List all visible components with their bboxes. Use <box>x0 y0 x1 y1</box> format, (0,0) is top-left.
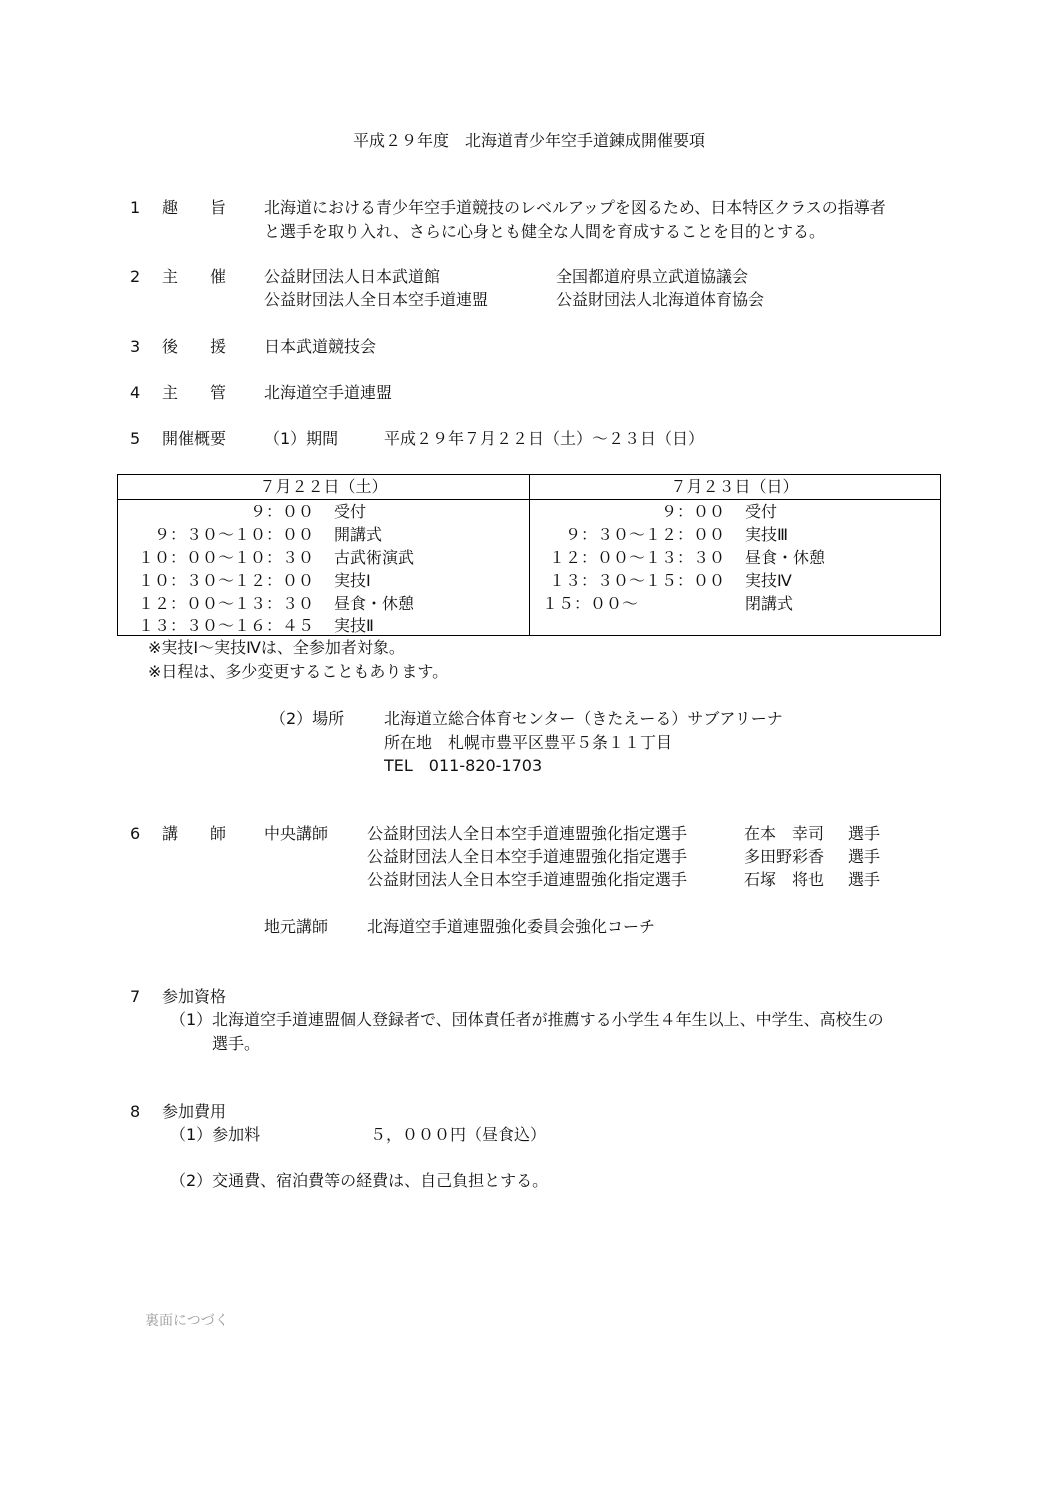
period-value: 平成２９年７月２２日（土）～２３日（日） <box>384 429 705 448</box>
other-costs: （2）交通費、宿泊費等の経費は、自己負担とする。 <box>170 1171 549 1190</box>
instructor-org: 公益財団法人全日本空手道連盟強化指定選手 <box>367 847 688 866</box>
section-1-label: 趣 旨 <box>162 198 227 217</box>
instructor-role: 選手 <box>848 870 881 889</box>
day1-row <box>118 592 414 615</box>
instructor-org: 公益財団法人全日本空手道連盟強化指定選手 <box>367 824 688 843</box>
instructor-role: 選手 <box>848 824 881 843</box>
schedule-time: ９：３０～１２：００ <box>564 525 725 544</box>
section-6-number: 6 <box>130 824 141 843</box>
day1-row <box>118 500 366 523</box>
schedule-event: 受付 <box>745 502 778 521</box>
fee-label: （1）参加料 <box>170 1125 261 1144</box>
place-address: 所在地 札幌市豊平区豊平５条１１丁目 <box>384 733 673 752</box>
schedule-event: 開講式 <box>334 525 383 544</box>
day2-row <box>542 592 793 615</box>
instructor-name: 多田野彩香 <box>744 847 825 866</box>
day2-row <box>529 546 825 569</box>
schedule-time: １３：３０～１６：４５ <box>137 616 314 635</box>
schedule-event: 受付 <box>334 502 367 521</box>
section-2-label: 主 催 <box>162 267 227 286</box>
local-instructor-value: 北海道空手道連盟強化委員会強化コーチ <box>367 917 656 936</box>
section-3-number: 3 <box>130 337 141 356</box>
schedule-time: ９：００ <box>249 502 314 521</box>
section-5-number: 5 <box>130 429 141 448</box>
schedule-time: １２：００～１３：３０ <box>137 594 314 613</box>
eligibility-item-no: （1） <box>170 1010 213 1029</box>
day2-header: ７月２３日（日） <box>670 477 799 496</box>
schedule-event: 実技Ⅲ <box>745 525 789 544</box>
instructor-name: 石塚 将也 <box>744 870 825 889</box>
section-1-number: 1 <box>130 198 141 217</box>
day1-row <box>118 546 414 569</box>
day2-row <box>529 523 788 546</box>
document-title: 平成２９年度 北海道青少年空手道錬成開催要項 <box>352 131 705 150</box>
instructor-name: 在本 幸司 <box>744 824 825 843</box>
day1-row <box>118 614 374 637</box>
section-1-line2: と選手を取り入れ、さらに心身とも健全な人間を育成することを目的とする。 <box>264 222 825 241</box>
schedule-time: １２：００～１３：３０ <box>548 548 725 567</box>
day2-row <box>529 500 777 523</box>
fee-value: ５，０００円（昼食込） <box>370 1125 547 1144</box>
schedule-event: 昼食・休憩 <box>745 548 826 567</box>
eligibility-line1: 北海道空手道連盟個人登録者で、団体責任者が推薦する小学生４年生以上、中学生、高校生の <box>212 1010 884 1029</box>
section-4-number: 4 <box>130 383 141 402</box>
section-3-label: 後 援 <box>162 337 227 356</box>
organizer-2: 全国都道府県立武道協議会 <box>556 267 749 286</box>
schedule-event: 古武術演武 <box>334 548 415 567</box>
local-instructor-label: 地元講師 <box>264 917 329 936</box>
section-8-number: 8 <box>130 1102 141 1121</box>
schedule-time: ９：３０～１０：００ <box>153 525 314 544</box>
section-7-label: 参加資格 <box>162 987 227 1006</box>
schedule-table <box>117 474 941 636</box>
section-4-label: 主 管 <box>162 383 227 402</box>
schedule-time: ９：００ <box>660 502 725 521</box>
day2-row <box>529 569 792 592</box>
instructor-role: 選手 <box>848 847 881 866</box>
schedule-time: １０：３０～１２：００ <box>137 571 314 590</box>
schedule-event: 実技Ⅳ <box>745 571 792 590</box>
period-label: （1）期間 <box>264 429 339 448</box>
central-instructor-label: 中央講師 <box>264 824 329 843</box>
schedule-event: 実技Ⅱ <box>334 616 374 635</box>
schedule-time: １５：００～ <box>542 594 639 613</box>
organizer-3: 公益財団法人全日本空手道連盟 <box>264 290 489 309</box>
continued-note: 裏面につづく <box>145 1313 229 1329</box>
section-6-label: 講 師 <box>162 824 227 843</box>
schedule-event: 閉講式 <box>745 594 794 613</box>
instructor-org: 公益財団法人全日本空手道連盟強化指定選手 <box>367 870 688 889</box>
place-label: （2）場所 <box>270 709 345 728</box>
schedule-time: １０：００～１０：３０ <box>137 548 314 567</box>
schedule-event: 実技Ⅰ <box>334 571 371 590</box>
section-8-label: 参加費用 <box>162 1102 227 1121</box>
place-name: 北海道立総合体育センター（きたえーる）サブアリーナ <box>384 709 783 728</box>
sponsor: 日本武道競技会 <box>264 337 377 356</box>
section-1-line1: 北海道における青少年空手道競技のレベルアップを図るため、日本特区クラスの指導者 <box>264 198 886 217</box>
place-tel: TEL 011-820-1703 <box>384 756 543 775</box>
day1-row <box>118 569 371 592</box>
host: 北海道空手道連盟 <box>264 383 393 402</box>
section-2-number: 2 <box>130 267 141 286</box>
day1-header: ７月２２日（土） <box>259 477 388 496</box>
schedule-time: １３：３０～１５：００ <box>548 571 725 590</box>
eligibility-line2: 選手。 <box>212 1034 261 1053</box>
section-7-number: 7 <box>130 987 141 1006</box>
day1-row <box>118 523 382 546</box>
note-2: ※日程は、多少変更することもあります。 <box>148 662 449 681</box>
note-1: ※実技Ⅰ～実技Ⅳは、全参加者対象。 <box>148 638 405 657</box>
organizer-1: 公益財団法人日本武道館 <box>264 267 441 286</box>
schedule-event: 昼食・休憩 <box>334 594 415 613</box>
organizer-4: 公益財団法人北海道体育協会 <box>556 290 765 309</box>
section-5-label: 開催概要 <box>162 429 227 448</box>
